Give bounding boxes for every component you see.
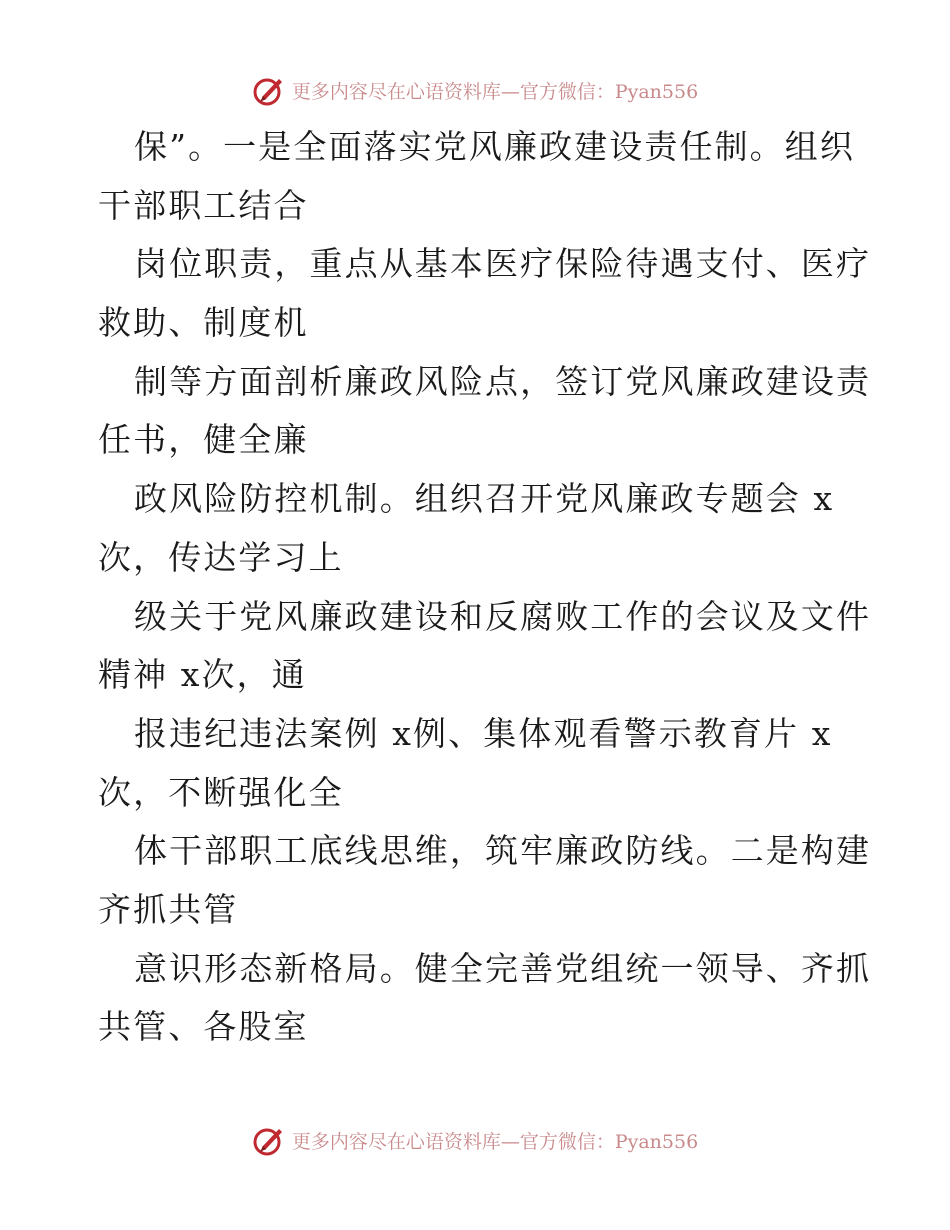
text-line: 级关于党风廉政建设和反腐败工作的会议及文件 <box>134 596 872 636</box>
text-line: 共管、各股室 <box>98 1007 309 1047</box>
document-body <box>98 118 872 1057</box>
text-line: 制等方面剖析廉政风险点，签订党风廉政建设责 <box>134 361 872 401</box>
header-watermark <box>0 72 950 108</box>
watermark-text: 更多内容尽在心语资料库—官方微信：Pyan556 <box>291 1130 699 1153</box>
text-line: 保”。一是全面落实党风廉政建设责任制。组织 <box>134 127 855 166</box>
footer-watermark <box>0 1122 950 1158</box>
text-line: 精神 x次，通 <box>98 655 307 695</box>
text-line: 意识形态新格局。健全完善党组统一领导、齐抓 <box>134 948 872 988</box>
text-line: 政风险防控机制。组织召开党风廉政专题会 x <box>134 479 835 519</box>
text-line: 岗位职责，重点从基本医疗保险待遇支付、医疗 <box>134 244 872 284</box>
text-line: 任书，健全廉 <box>98 420 309 460</box>
text-line: 次，传达学习上 <box>98 537 344 577</box>
text-line: 救助、制度机 <box>98 303 309 343</box>
pen-feather-logo-icon <box>252 1123 286 1157</box>
text-line: 体干部职工底线思维，筑牢廉政防线。二是构建 <box>134 831 872 871</box>
text-line: 报违纪违法案例 x例、集体观看警示教育片 x <box>134 713 833 753</box>
watermark-text: 更多内容尽在心语资料库—官方微信：Pyan556 <box>291 80 699 103</box>
pen-feather-logo-icon <box>252 73 286 107</box>
text-line: 次，不断强化全 <box>98 772 344 812</box>
text-line: 齐抓共管 <box>98 889 239 929</box>
text-line: 干部职工结合 <box>98 185 309 225</box>
